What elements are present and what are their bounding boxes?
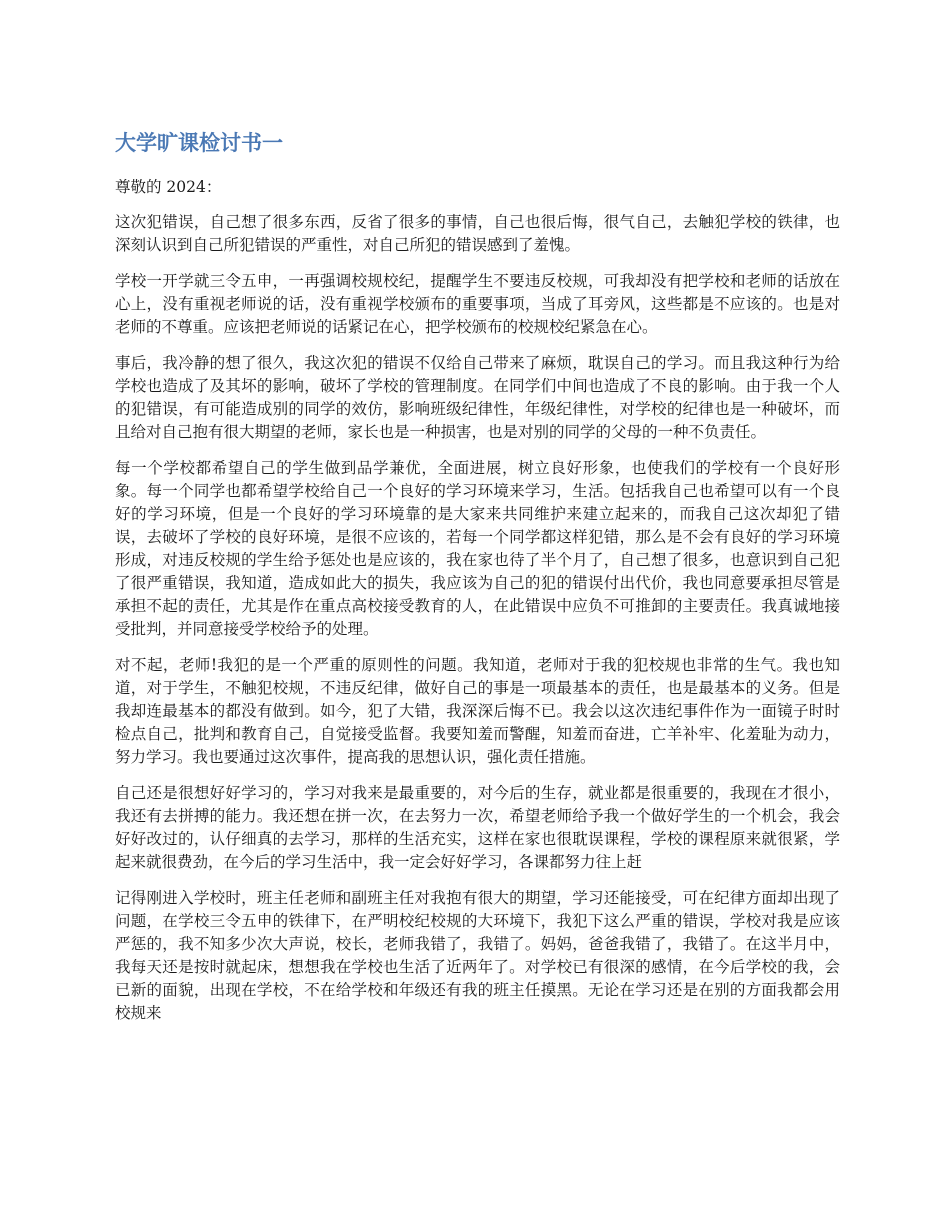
paragraph: 这次犯错误，自己想了很多东西，反省了很多的事情，自己也很后悔，很气自己，去触犯学校的铁律，也深刻认识到自己所犯错误的严重性，对自己所犯的错误感到了羞愧。 [115, 213, 840, 254]
salutation: 尊敬的 2024： [115, 178, 222, 196]
paragraph: 事后，我冷静的想了很久，我这次犯的错误不仅给自己带来了麻烦，耽误自己的学习。而且我这种行为给学校也造成了及其坏的影响，破坏了学校的管理制度。在同学们中间也造成了不良的影响。由于我一个人的犯错误，有可能造成别的同学的效仿，影响班级纪律性，年级纪律性，对学校的纪律也是一种破坏，而且给对自己抱有很大期望的老师，家长也是一种损害，也是对别的同学的父母的一种不负责任。 [115, 354, 840, 441]
paragraph: 自己还是很想好好学习的，学习对我来是最重要的，对今后的生存，就业都是很重要的，我现在才很小，我还有去拼搏的能力。我还想在拼一次，在去努力一次，希望老师给予我一个做好学生的一个机会，我会好好改过的，认仔细真的去学习，那样的生活充实，这样在家也很耽误课程，学校的课程原来就很紧，学起来就很费劲，在今后的学习生活中，我一定会好好学习，各课都努力往上赶 [115, 784, 840, 871]
document-title: 大学旷课检讨书一 [115, 131, 283, 155]
paragraph: 对不起，老师!我犯的是一个严重的原则性的问题。我知道，老师对于我的犯校规也非常的生气。我也知道，对于学生，不触犯校规，不违反纪律，做好自己的事是一项最基本的责任，也是最基本的义务。但是我却连最基本的都没有做到。如今，犯了大错，我深深后悔不已。我会以这次违纪事件作为一面镜子时时检点自己，批判和教育自己，自觉接受监督。我要知羞而警醒，知羞而奋进，亡羊补牢、化羞耻为动力，努力学习。我也要通过这次事件，提高我的思想认识，强化责任措施。 [115, 656, 840, 766]
paragraph: 学校一开学就三令五申，一再强调校规校纪，提醒学生不要违反校规，可我却没有把学校和老师的话放在心上，没有重视老师说的话，没有重视学校颁布的重要事项，当成了耳旁风，这些都是不应该的。也是对老师的不尊重。应该把老师说的话紧记在心，把学校颁布的校规校纪紧急在心。 [115, 272, 840, 336]
document-page [115, 128, 840, 1038]
paragraph: 每一个学校都希望自己的学生做到品学兼优，全面进展，树立良好形象，也使我们的学校有一个良好形象。每一个同学也都希望学校给自己一个良好的学习环境来学习，生活。包括我自己也希望可以有一个良好的学习环境，但是一个良好的学习环境靠的是大家来共同维护来建立起来的，而我自己这次却犯了错误，去破坏了学校的良好环境，是很不应该的，若每一个同学都这样犯错，那么是不会有良好的学习环境形成，对违反校规的学生给予惩处也是应该的，我在家也待了半个月了，自己想了很多，也意识到自己犯了很严重错误，我知道，造成如此大的损失，我应该为自己的犯的错误付出代价，我也同意要承担尽管是承担不起的责任，尤其是作在重点高校接受教育的人，在此错误中应负不可推卸的主要责任。我真诚地接受批判，并同意接受学校给予的处理。 [115, 459, 840, 638]
paragraph: 记得刚进入学校时，班主任老师和副班主任对我抱有很大的期望，学习还能接受，可在纪律方面却出现了问题，在学校三令五申的铁律下，在严明校纪校规的大环境下，我犯下这么严重的错误，学校对我是应该严惩的，我不知多少次大声说，校长，老师我错了，我错了。妈妈，爸爸我错了，我错了。在这半月中，我每天还是按时就起床，想想我在学校也生活了近两年了。对学校已有很深的感情，在今后学校的我，会已新的面貌，出现在学校，不在给学校和年级还有我的班主任摸黑。无论在学习还是在别的方面我都会用校规来 [115, 889, 840, 1022]
